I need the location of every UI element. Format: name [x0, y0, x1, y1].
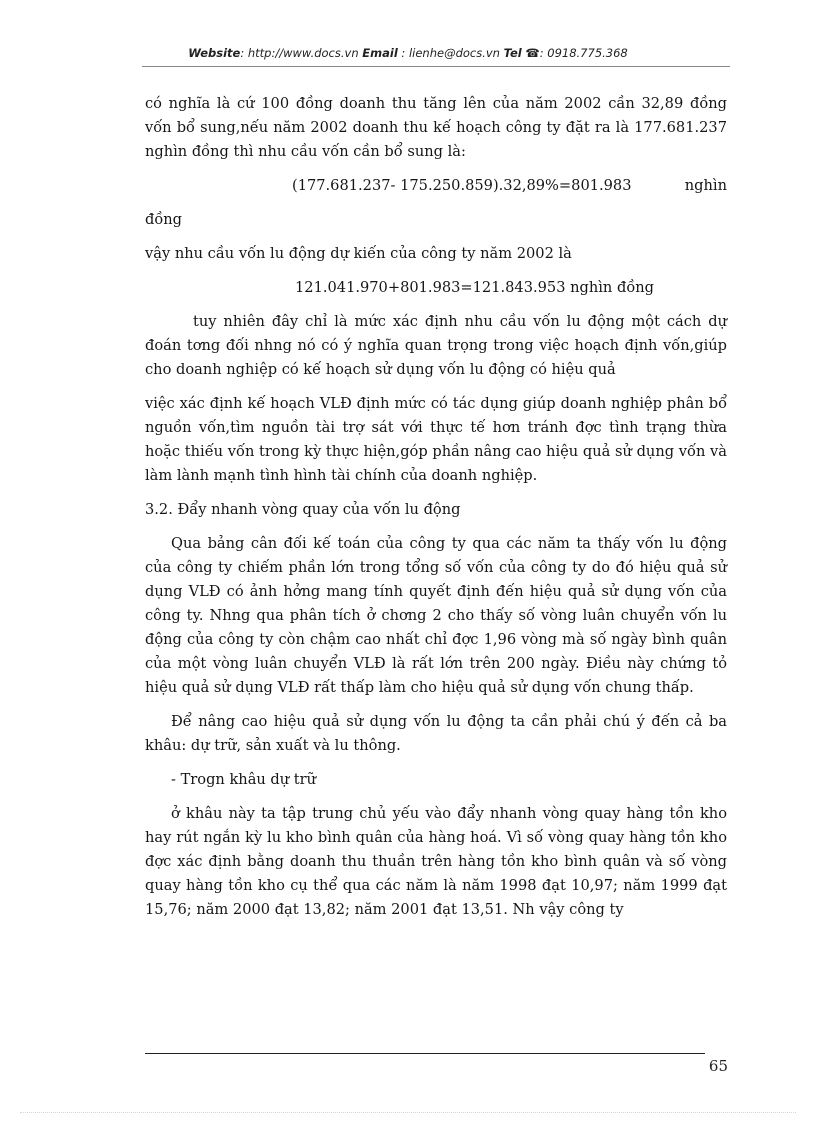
email-label: Email: [362, 46, 398, 60]
formula-1-continuation: đồng: [145, 211, 183, 228]
paragraph-2: vậy nhu cầu vốn lu động dự kiến của công ty năm 2002 là: [145, 245, 572, 262]
header-divider: [142, 66, 730, 67]
website-label: Website: [188, 46, 241, 60]
paragraph-5: Qua bảng cân đối kế toán của công ty qua các năm ta thấy vốn lu động của công ty chiếm phần lớn trong tổng số vốn của công ty do đó hiệu quả sử dụng VLĐ có ảnh hởng mang tính quyết định đến hiệu quả sử dụng vốn của công ty. Nhng qua phân tích ở chơng 2 cho thấy số vòng luân chuyển vốn lu động của công ty còn chậm cao nhất chỉ đợc 1,96 vòng mà số ngày bình quân của một vòng luân chuyển VLĐ là rất lớn trên 200 ngày. Điều này chứng tỏ hiệu quả sử dụng VLĐ rất thấp làm cho hiệu quả sử dụng vốn chung thấp.: [145, 535, 727, 696]
section-heading: 3.2. Đẩy nhanh vòng quay của vốn lu động: [145, 501, 461, 518]
paragraph-3: tuy nhiên đây chỉ là mức xác định nhu cầu vốn lu động một cách dự đoán tơng đối nhng nó có ý nghĩa quan trọng trong việc hoạch định vốn,giúp cho doanh nghiệp có kế hoạch sử dụng vốn lu động có hiệu quả: [145, 313, 727, 378]
paragraph-1: có nghĩa là cứ 100 đồng doanh thu tăng lên của năm 2002 cần 32,89 đồng vốn bổ sung,nếu năm 2002 doanh thu kế hoạch công ty đặt ra là 177.681.237 nghìn đồng thì nhu cầu vốn cần bổ sung là:: [145, 95, 727, 160]
formula-1: (177.681.237- 175.250.859).32,89%=801.983: [292, 177, 632, 194]
tel-label: Tel: [503, 46, 522, 60]
phone-icon: ☎: [525, 46, 540, 60]
website-value: : http://www.docs.vn: [240, 46, 359, 60]
tel-value: : 0918.775.368: [539, 46, 628, 60]
paragraph-7: - Trogn khâu dự trữ: [171, 771, 317, 788]
paragraph-4: việc xác định kế hoạch VLĐ định mức có tác dụng giúp doanh nghiệp phân bổ nguồn vốn,tìm nguồn tài trợ sát với thực tế hơn tránh đợc tình trạng thừa hoặc thiếu vốn trong kỳ thực hiện,góp phần nâng cao hiệu quả sử dụng vốn và làm lành mạnh tình hình tài chính của doanh nghiệp.: [145, 395, 727, 484]
document-body: [145, 92, 727, 922]
footer-divider: [145, 1053, 705, 1054]
page-number: 65: [708, 1057, 728, 1075]
email-value: : lienhe@docs.vn: [401, 46, 500, 60]
paragraph-6: Để nâng cao hiệu quả sử dụng vốn lu động ta cần phải chú ý đến cả ba khâu: dự trữ, sản xuất và lu thông.: [145, 713, 727, 754]
formula-line-1: [145, 174, 727, 198]
page-header: [0, 46, 816, 60]
page-edge-dots: [20, 1112, 796, 1113]
paragraph-8: ở khâu này ta tập trung chủ yếu vào đẩy nhanh vòng quay hàng tồn kho hay rút ngắn kỳ lu kho bình quân của hàng hoá. Vì số vòng quay hàng tồn kho đợc xác định bằng doanh thu thuần trên hàng tồn kho bình quân và số vòng quay hàng tồn kho cụ thể qua các năm là năm 1998 đạt 10,97; năm 1999 đạt 15,76; năm 2000 đạt 13,82; năm 2001 đạt 13,51. Nh vậy công ty: [145, 805, 727, 918]
formula-line-2: 121.041.970+801.983=121.843.953 nghìn đồng: [295, 279, 654, 296]
formula-1-unit: nghìn: [684, 177, 727, 194]
